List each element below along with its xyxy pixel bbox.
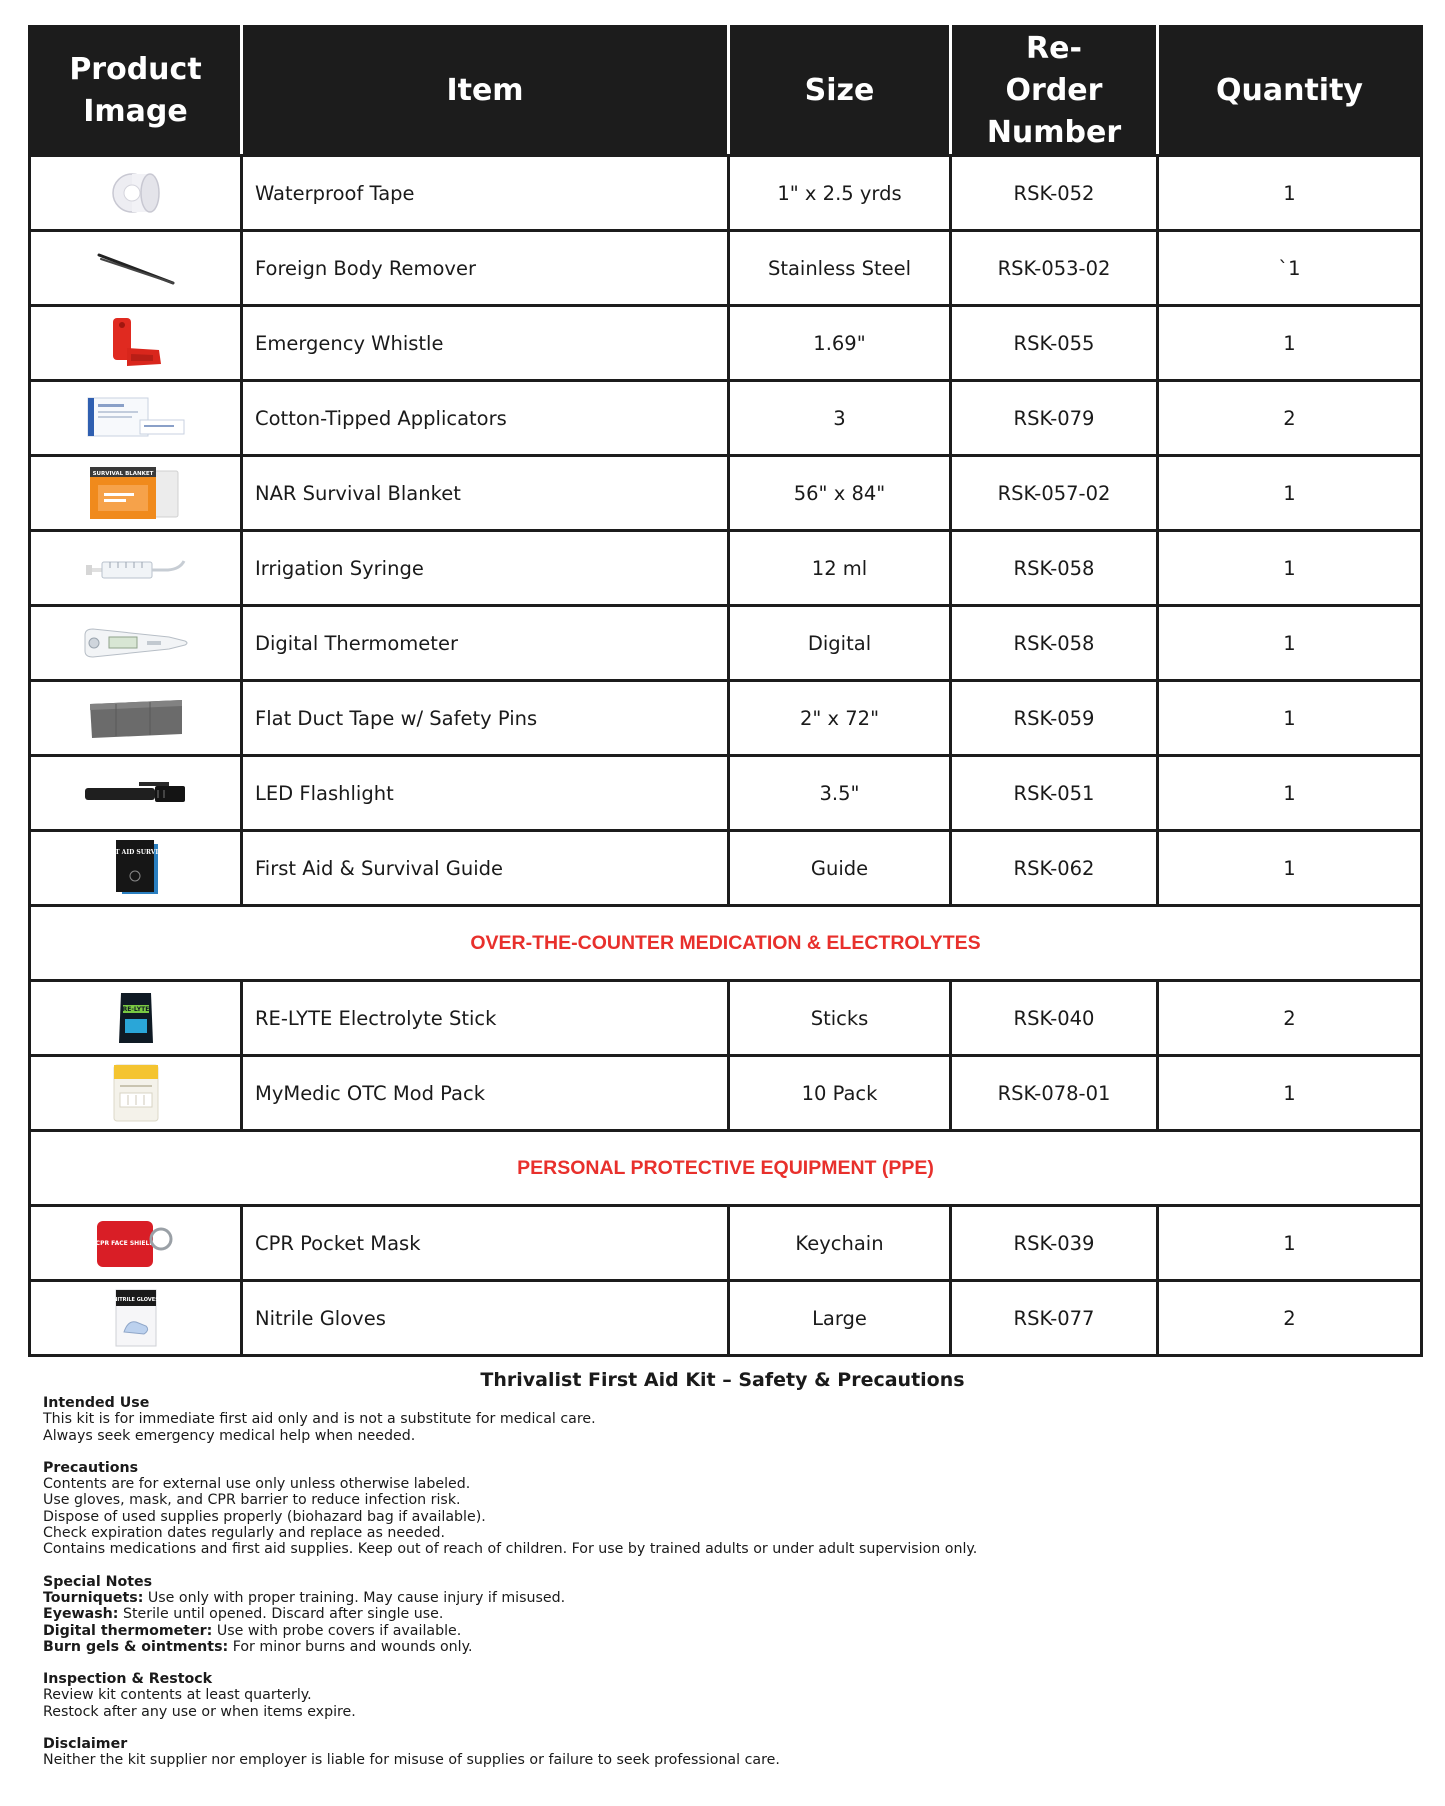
header-product-image: Product Image: [30, 27, 242, 156]
note-line: [43, 1590, 1403, 1606]
survival-blanket-icon: [86, 465, 186, 521]
otc-pack-icon: [106, 1063, 166, 1123]
item-name: Digital Thermometer: [242, 606, 729, 681]
product-image-cell: [30, 231, 242, 306]
item-name: Cotton-Tipped Applicators: [242, 381, 729, 456]
item-quantity: 1: [1158, 1056, 1422, 1131]
item-name: Nitrile Gloves: [242, 1281, 729, 1356]
item-name: LED Flashlight: [242, 756, 729, 831]
product-image-cell: [30, 456, 242, 531]
item-reorder-number: RSK-051: [951, 756, 1158, 831]
table-row: [30, 306, 1422, 381]
thermometer-icon: [81, 625, 191, 661]
electrolyte-pouch-icon: [111, 989, 161, 1047]
note-line: [43, 1623, 1403, 1639]
product-image-cell: [30, 1056, 242, 1131]
note-text: Use with probe covers if available.: [212, 1622, 462, 1639]
glove-pack-icon: [106, 1288, 166, 1348]
table-row: [30, 456, 1422, 531]
item-size: 1.69": [729, 306, 951, 381]
product-image-cell: [30, 1281, 242, 1356]
note-label: Eyewash:: [43, 1606, 119, 1623]
cpr-mask-keychain-icon: [91, 1215, 181, 1271]
item-reorder-number: RSK-079: [951, 381, 1158, 456]
item-size: 1" x 2.5 yrds: [729, 156, 951, 231]
note-line: Review kit contents at least quarterly.: [43, 1687, 312, 1704]
table-row: [30, 1056, 1422, 1131]
item-name: Flat Duct Tape w/ Safety Pins: [242, 681, 729, 756]
inspection-heading: Inspection & Restock: [43, 1671, 213, 1688]
table-row: [30, 756, 1422, 831]
tape-roll-icon: [106, 168, 166, 218]
item-reorder-number: RSK-058: [951, 606, 1158, 681]
whistle-icon: [101, 314, 171, 372]
cpr-label-text: CPR FACE SHIELD: [95, 1240, 154, 1247]
tweezers-icon: [91, 243, 181, 293]
table-header-row: [30, 27, 1422, 156]
table-row: [30, 531, 1422, 606]
header-item: Item: [242, 27, 729, 156]
inspection-block: [43, 1671, 1403, 1720]
blanket-label-text: SURVIVAL BLANKET: [92, 471, 153, 477]
item-size: Digital: [729, 606, 951, 681]
applicator-box-icon: [84, 396, 188, 440]
item-size: 2" x 72": [729, 681, 951, 756]
note-label: Burn gels & ointments:: [43, 1638, 229, 1655]
item-reorder-number: RSK-040: [951, 981, 1158, 1056]
table-row: [30, 231, 1422, 306]
item-quantity: 2: [1158, 1281, 1422, 1356]
item-name: Waterproof Tape: [242, 156, 729, 231]
item-quantity: 2: [1158, 381, 1422, 456]
item-quantity: 2: [1158, 981, 1422, 1056]
safety-notes: [43, 1395, 1403, 1785]
product-image-cell: [30, 606, 242, 681]
item-quantity: 1: [1158, 456, 1422, 531]
item-quantity: 1: [1158, 1206, 1422, 1281]
precautions-heading: Precautions: [43, 1459, 139, 1476]
note-line: This kit is for immediate first aid only and is not a substitute for medical care.: [43, 1411, 596, 1428]
note-label: Tourniquets:: [43, 1589, 144, 1606]
item-name: RE-LYTE Electrolyte Stick: [242, 981, 729, 1056]
item-size: Large: [729, 1281, 951, 1356]
product-image-cell: [30, 756, 242, 831]
item-quantity: 1: [1158, 156, 1422, 231]
item-name: First Aid & Survival Guide: [242, 831, 729, 906]
section-title-ppe: PERSONAL PROTECTIVE EQUIPMENT (PPE): [30, 1131, 1422, 1206]
product-image-cell: [30, 156, 242, 231]
product-image-cell: [30, 1206, 242, 1281]
item-size: Guide: [729, 831, 951, 906]
relyte-label-text: RE-LYTE: [122, 1006, 149, 1013]
section-header-row: [30, 1131, 1422, 1206]
item-reorder-number: RSK-039: [951, 1206, 1158, 1281]
safety-notes-title: Thrivalist First Aid Kit – Safety & Precautions: [480, 1369, 965, 1391]
intended-use-block: [43, 1395, 1403, 1444]
item-quantity: 1: [1158, 531, 1422, 606]
product-image-cell: [30, 531, 242, 606]
special-notes-heading: Special Notes: [43, 1573, 153, 1590]
disclaimer-block: [43, 1736, 1403, 1769]
note-text: For minor burns and wounds only.: [228, 1638, 473, 1655]
note-line: Restock after any use or when items expire.: [43, 1703, 356, 1720]
item-name: Irrigation Syringe: [242, 531, 729, 606]
item-reorder-number: RSK-059: [951, 681, 1158, 756]
note-line: Neither the kit supplier nor employer is liable for misuse of supplies or failure to seek professional care.: [43, 1752, 780, 1769]
item-reorder-number: RSK-058: [951, 531, 1158, 606]
guide-title-text: FIRST AID SURVIVAL: [98, 849, 171, 856]
product-image-cell: [30, 831, 242, 906]
item-quantity: `1: [1158, 231, 1422, 306]
note-line: Dispose of used supplies properly (biohazard bag if available).: [43, 1508, 486, 1525]
item-quantity: 1: [1158, 756, 1422, 831]
note-line: Contains medications and first aid supplies. Keep out of reach of children. For use by trained adults or under adult supervision only.: [43, 1541, 978, 1558]
item-quantity: 1: [1158, 831, 1422, 906]
item-size: 3: [729, 381, 951, 456]
note-text: Use only with proper training. May cause injury if misused.: [143, 1589, 566, 1606]
item-size: 3.5": [729, 756, 951, 831]
syringe-icon: [84, 553, 188, 583]
duct-tape-icon: [86, 696, 186, 740]
table-row: [30, 981, 1422, 1056]
note-line: Contents are for external use only unless otherwise labeled.: [43, 1476, 471, 1493]
item-size: 56" x 84": [729, 456, 951, 531]
section-title-otc: OVER-THE-COUNTER MEDICATION & ELECTROLYTES: [30, 906, 1422, 981]
section-header-row: [30, 906, 1422, 981]
precautions-block: [43, 1460, 1403, 1558]
table-row: [30, 831, 1422, 906]
header-quantity: Quantity: [1158, 27, 1422, 156]
kit-contents-table: [28, 25, 1423, 1357]
item-reorder-number: RSK-057-02: [951, 456, 1158, 531]
item-reorder-number: RSK-062: [951, 831, 1158, 906]
table-row: [30, 1281, 1422, 1356]
note-label: Digital thermometer:: [43, 1622, 213, 1639]
table-row: [30, 606, 1422, 681]
flashlight-icon: [81, 778, 191, 808]
item-quantity: 1: [1158, 606, 1422, 681]
note-text: Sterile until opened. Discard after single use.: [118, 1606, 444, 1623]
table-row: [30, 681, 1422, 756]
note-line: [43, 1639, 1403, 1655]
item-quantity: 1: [1158, 306, 1422, 381]
item-size: 12 ml: [729, 531, 951, 606]
item-quantity: 1: [1158, 681, 1422, 756]
table-row: [30, 156, 1422, 231]
gloves-label-text: NITRILE GLOVES: [112, 1297, 159, 1303]
product-image-cell: [30, 981, 242, 1056]
product-image-cell: [30, 681, 242, 756]
item-size: 10 Pack: [729, 1056, 951, 1131]
item-reorder-number: RSK-053-02: [951, 231, 1158, 306]
item-name: Emergency Whistle: [242, 306, 729, 381]
item-reorder-number: RSK-078-01: [951, 1056, 1158, 1131]
item-reorder-number: RSK-052: [951, 156, 1158, 231]
table-row: [30, 1206, 1422, 1281]
note-line: Use gloves, mask, and CPR barrier to reduce infection risk.: [43, 1492, 461, 1509]
item-size: Keychain: [729, 1206, 951, 1281]
note-line: [43, 1606, 1403, 1622]
item-reorder-number: RSK-055: [951, 306, 1158, 381]
item-size: Sticks: [729, 981, 951, 1056]
item-size: Stainless Steel: [729, 231, 951, 306]
guide-book-icon: [98, 838, 171, 898]
item-reorder-number: RSK-077: [951, 1281, 1158, 1356]
item-name: Foreign Body Remover: [242, 231, 729, 306]
product-image-cell: [30, 381, 242, 456]
note-line: Always seek emergency medical help when needed.: [43, 1427, 416, 1444]
table-row: [30, 381, 1422, 456]
note-line: Check expiration dates regularly and replace as needed.: [43, 1525, 446, 1542]
product-image-cell: [30, 306, 242, 381]
special-notes-block: [43, 1574, 1403, 1655]
intended-use-heading: Intended Use: [43, 1395, 150, 1411]
item-name: MyMedic OTC Mod Pack: [242, 1056, 729, 1131]
header-size: Size: [729, 27, 951, 156]
disclaimer-heading: Disclaimer: [43, 1736, 128, 1753]
header-reorder-number: Re-Order Number: [951, 27, 1158, 156]
item-name: CPR Pocket Mask: [242, 1206, 729, 1281]
item-name: NAR Survival Blanket: [242, 456, 729, 531]
